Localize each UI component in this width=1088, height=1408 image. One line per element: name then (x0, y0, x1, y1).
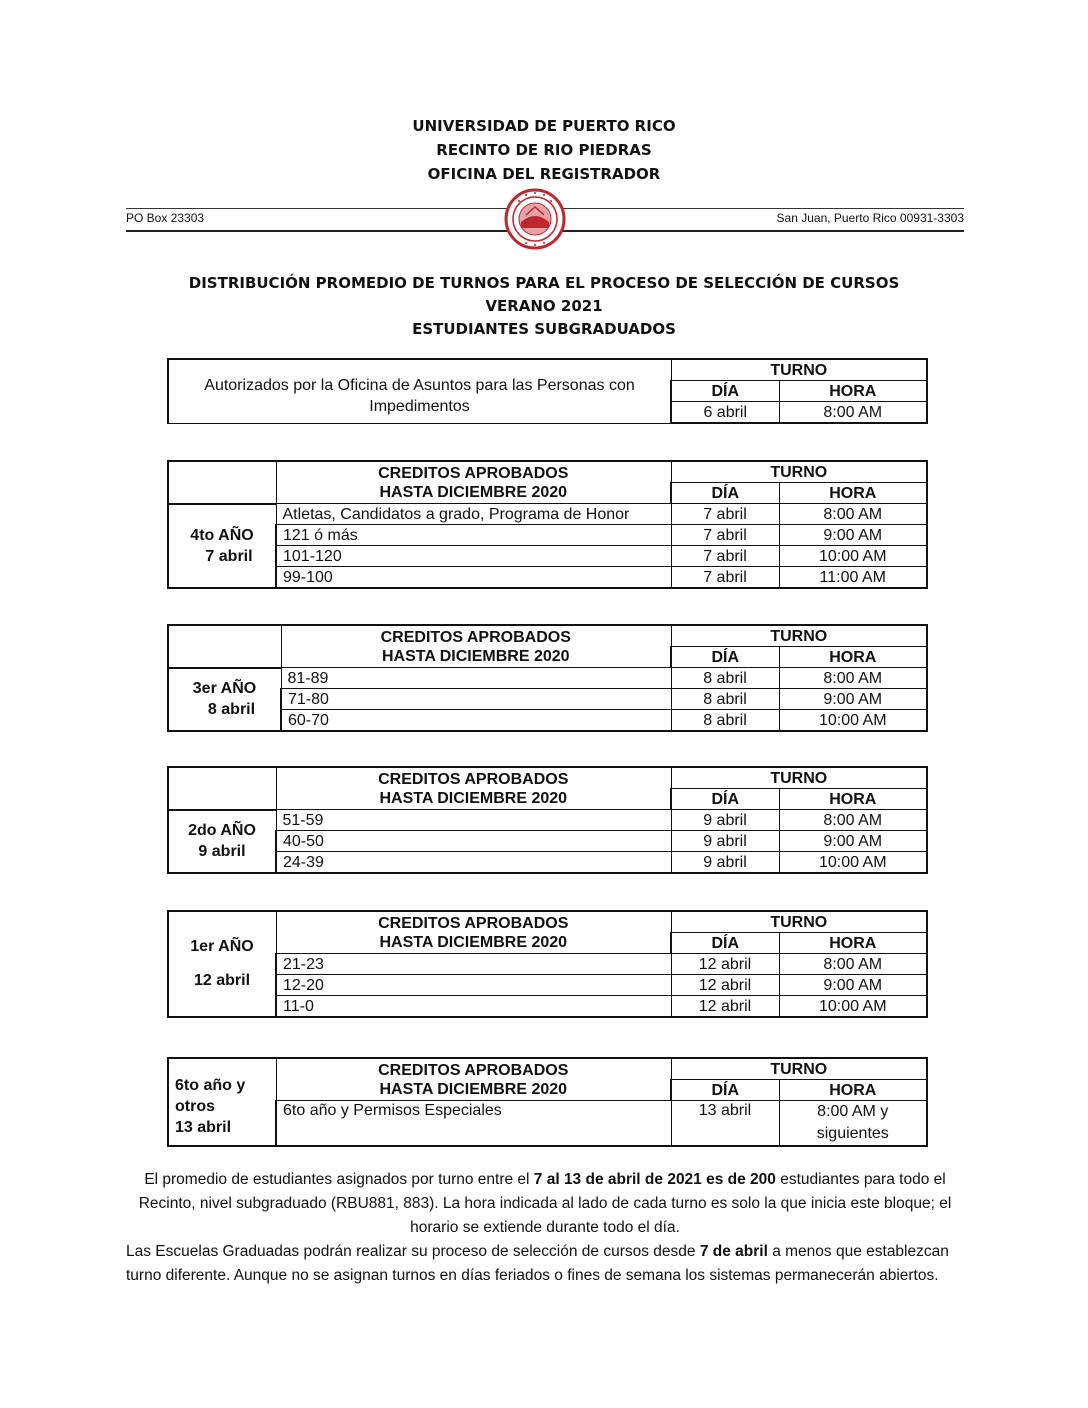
creditos-header: CREDITOS APROBADOS HASTA DICIEMBRE 2020 (276, 1058, 671, 1101)
impedimentos-table (167, 358, 928, 424)
address: San Juan, Puerto Rico 00931-3303 (773, 211, 964, 225)
hora-cell: 10:00 AM (779, 546, 927, 567)
dia-cell: 9 abril (671, 852, 779, 874)
turno-header: TURNO (671, 911, 927, 933)
turno-header: TURNO (671, 359, 927, 381)
hora-cell: 10:00 AM (779, 996, 927, 1018)
creditos-header: CREDITOS APROBADOS HASTA DICIEMBRE 2020 (276, 767, 671, 810)
hora-cell: 8:00 AM (779, 504, 927, 525)
creditos-cell: 121 ó más (276, 525, 671, 546)
creditos-cell: 6to año y Permisos Especiales (276, 1101, 671, 1147)
dia-header: DÍA (671, 933, 779, 954)
hora-header: HORA (779, 789, 927, 810)
group-label: 1er AÑO 12 abril (168, 911, 276, 1017)
hora-cell: 11:00 AM (779, 567, 927, 589)
hora-header: HORA (779, 1080, 927, 1101)
turno-header: TURNO (671, 461, 927, 483)
hora-cell: 8:00 AM (779, 402, 927, 424)
creditos-cell: 11-0 (276, 996, 671, 1018)
creditos-cell: 21-23 (276, 954, 671, 975)
group-label: 3er AÑO 8 abril (168, 668, 281, 732)
hora-header: HORA (779, 483, 927, 504)
group-empty-cell (168, 767, 276, 810)
office-name: OFICINA DEL REGISTRADOR (427, 165, 661, 183)
hora-header: HORA (779, 381, 927, 402)
creditos-cell: 81-89 (281, 668, 671, 689)
dia-cell: 13 abril (671, 1101, 779, 1147)
dia-cell: 6 abril (671, 402, 779, 424)
group-table-4to (167, 460, 928, 589)
title-line1: DISTRIBUCIÓN PROMEDIO DE TURNOS PARA EL PROCESO DE SELECCIÓN DE CURSOS (188, 274, 900, 292)
dia-cell: 7 abril (671, 546, 779, 567)
footer-notes (126, 1168, 964, 1288)
hora-header: HORA (779, 933, 927, 954)
turno-header: TURNO (671, 767, 927, 789)
university-name: UNIVERSIDAD DE PUERTO RICO (412, 117, 676, 135)
group-empty-cell (168, 461, 276, 504)
creditos-cell: 99-100 (276, 567, 671, 589)
creditos-cell: 101-120 (276, 546, 671, 567)
creditos-header: CREDITOS APROBADOS HASTA DICIEMBRE 2020 (276, 911, 671, 954)
group-table-6to (167, 1057, 928, 1147)
hora-header: HORA (779, 647, 927, 668)
dia-cell: 9 abril (671, 810, 779, 831)
dia-header: DÍA (671, 647, 779, 668)
creditos-cell: 71-80 (281, 689, 671, 710)
hora-cell: 10:00 AM (779, 710, 927, 732)
hora-cell: 9:00 AM (779, 975, 927, 996)
creditos-cell: 51-59 (276, 810, 671, 831)
dia-cell: 7 abril (671, 504, 779, 525)
creditos-header: CREDITOS APROBADOS HASTA DICIEMBRE 2020 (276, 461, 671, 504)
group-label: 2do AÑO 9 abril (168, 810, 276, 874)
dia-cell: 12 abril (671, 954, 779, 975)
hora-cell: 10:00 AM (779, 852, 927, 874)
creditos-cell: 12-20 (276, 975, 671, 996)
dia-cell: 8 abril (671, 710, 779, 732)
dia-cell: 8 abril (671, 689, 779, 710)
turno-header: TURNO (671, 1058, 927, 1080)
hora-cell: 9:00 AM (779, 831, 927, 852)
creditos-cell: 24-39 (276, 852, 671, 874)
group-label: 4to AÑO 7 abril (168, 504, 276, 589)
group-table-3er (167, 624, 928, 732)
hora-cell: 8:00 AM (779, 810, 927, 831)
creditos-header: CREDITOS APROBADOS HASTA DICIEMBRE 2020 (281, 625, 671, 668)
dia-cell: 7 abril (671, 525, 779, 546)
hora-cell: 9:00 AM (779, 525, 927, 546)
dia-cell: 12 abril (671, 996, 779, 1018)
creditos-cell: 60-70 (281, 710, 671, 732)
footer-paragraph-2: Las Escuelas Graduadas podrán realizar su proceso de selección de cursos desde 7 de abril a menos que establezcan turno diferente. Aunque no se asignan turnos en días feriados o fines de semana los sistemas permanecerán abiertos. (126, 1243, 949, 1284)
dia-header: DÍA (671, 789, 779, 810)
group-empty-cell (168, 625, 281, 668)
creditos-cell: Atletas, Candidatos a grado, Programa de Honor (276, 504, 671, 525)
group-table-2do (167, 766, 928, 874)
dia-cell: 8 abril (671, 668, 779, 689)
turno-header: TURNO (671, 625, 927, 647)
hora-cell: 9:00 AM (779, 689, 927, 710)
po-box: PO Box 23303 (126, 211, 208, 225)
title-line3: ESTUDIANTES SUBGRADUADOS (412, 320, 676, 338)
dia-cell: 9 abril (671, 831, 779, 852)
footer-paragraph-1: El promedio de estudiantes asignados por turno entre el 7 al 13 de abril de 2021 es de 200 estudiantes para todo el Recinto, nivel subgraduado (RBU881, 883). La hora indicada al lado de cada turno es solo la que inicia este bloque; el horario se extiende durante todo el día. (138, 1171, 952, 1236)
hora-cell: 8:00 AM (779, 668, 927, 689)
group-table-1er (167, 910, 928, 1018)
impedimentos-description: Autorizados por la Oficina de Asuntos para las Personas con Impedimentos (168, 359, 671, 423)
dia-header: DÍA (671, 483, 779, 504)
institution-header (0, 114, 1088, 186)
university-seal-icon (504, 188, 566, 250)
document-title (0, 272, 1088, 341)
group-label: 6to año y otros 13 abril (168, 1058, 276, 1146)
dia-header: DÍA (671, 1080, 779, 1101)
campus-name: RECINTO DE RIO PIEDRAS (436, 141, 652, 159)
dia-header: DÍA (671, 381, 779, 402)
dia-cell: 12 abril (671, 975, 779, 996)
title-line2: VERANO 2021 (485, 297, 603, 315)
dia-cell: 7 abril (671, 567, 779, 589)
hora-cell: 8:00 AM y siguientes (779, 1101, 927, 1147)
hora-cell: 8:00 AM (779, 954, 927, 975)
creditos-cell: 40-50 (276, 831, 671, 852)
